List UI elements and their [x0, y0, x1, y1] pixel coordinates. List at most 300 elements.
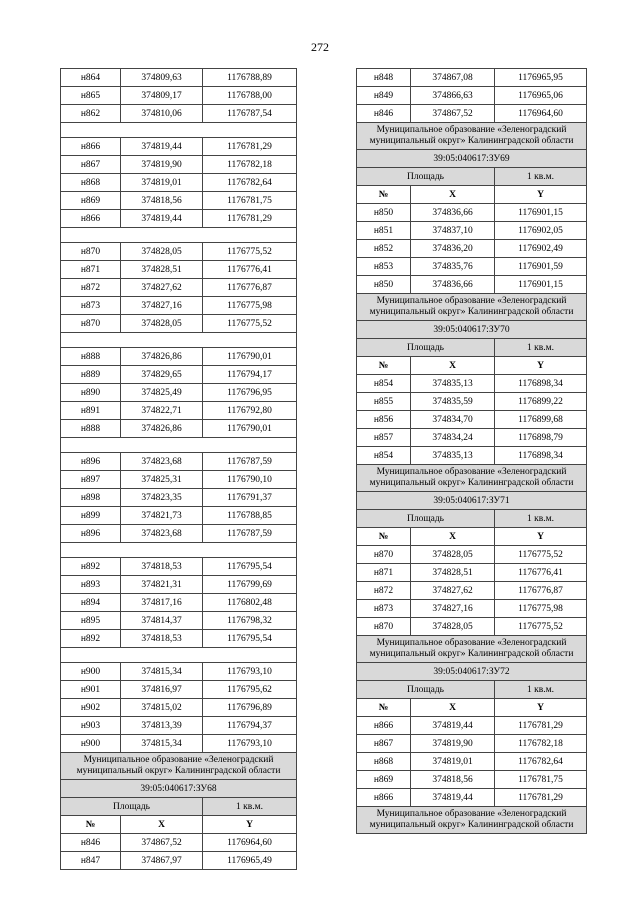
table-row	[61, 663, 297, 681]
table-row	[61, 243, 297, 261]
x-coordinate-cell: 374819,90	[411, 735, 495, 753]
point-id-cell: н895	[61, 612, 121, 630]
table-row	[61, 105, 297, 123]
x-coordinate-cell: 374867,97	[121, 852, 203, 870]
point-id-cell: н852	[357, 240, 411, 258]
table-row	[357, 69, 587, 87]
y-coordinate-cell: 1176791,37	[203, 489, 297, 507]
y-coordinate-cell: 1176790,01	[203, 420, 297, 438]
y-coordinate-cell: 1176798,32	[203, 612, 297, 630]
x-coordinate-cell: 374826,86	[121, 420, 203, 438]
x-coordinate-cell: 374810,06	[121, 105, 203, 123]
point-id-cell: н846	[61, 834, 121, 852]
y-coordinate-cell: 1176796,95	[203, 384, 297, 402]
table-row	[357, 375, 587, 393]
x-coordinate-cell: 374835,59	[411, 393, 495, 411]
point-id-cell: н871	[357, 564, 411, 582]
x-coordinate-cell: 374828,05	[121, 243, 203, 261]
cadastral-number: 39:05:040617:ЗУ68	[61, 780, 297, 798]
point-id-cell: н866	[61, 138, 121, 156]
municipality-title: Муниципальное образование «Зеленоградский муниципальный округ» Калининградской области	[61, 753, 297, 780]
point-id-cell: н846	[357, 105, 411, 123]
y-coordinate-cell: 1176965,95	[495, 69, 587, 87]
point-id-cell: н896	[61, 525, 121, 543]
x-coordinate-cell: 374829,65	[121, 366, 203, 384]
x-coordinate-cell: 374827,62	[411, 582, 495, 600]
point-id-cell: н893	[61, 576, 121, 594]
x-coordinate-cell: 374828,51	[121, 261, 203, 279]
y-coordinate-cell: 1176781,29	[203, 210, 297, 228]
y-coordinate-cell: 1176792,80	[203, 402, 297, 420]
municipality-title-row	[357, 807, 587, 834]
point-id-cell: н896	[61, 453, 121, 471]
area-label: Площадь	[61, 798, 203, 816]
table-row	[357, 600, 587, 618]
municipality-title-row	[357, 636, 587, 663]
cadastral-number: 39:05:040617:ЗУ70	[357, 321, 587, 339]
y-coordinate-cell: 1176788,00	[203, 87, 297, 105]
table-row	[61, 69, 297, 87]
table-row	[61, 156, 297, 174]
x-coordinate-cell: 374826,86	[121, 348, 203, 366]
table-row	[61, 717, 297, 735]
point-id-cell: н854	[357, 447, 411, 465]
separator-row	[61, 543, 297, 558]
point-id-cell: н901	[61, 681, 121, 699]
column-header-row	[357, 699, 587, 717]
point-id-cell: н857	[357, 429, 411, 447]
y-coordinate-cell: 1176776,41	[495, 564, 587, 582]
table-row	[61, 525, 297, 543]
point-id-cell: н851	[357, 222, 411, 240]
point-id-cell: н892	[61, 630, 121, 648]
column-header-row	[357, 357, 587, 375]
separator-cell	[61, 228, 297, 243]
table-row	[61, 366, 297, 384]
x-coordinate-cell: 374819,44	[121, 210, 203, 228]
y-coordinate-cell: 1176788,89	[203, 69, 297, 87]
y-coordinate-cell: 1176898,34	[495, 375, 587, 393]
x-coordinate-cell: 374827,16	[411, 600, 495, 618]
point-id-cell: н847	[61, 852, 121, 870]
x-coordinate-cell: 374836,66	[411, 204, 495, 222]
y-coordinate-cell: 1176965,06	[495, 87, 587, 105]
x-coordinate-cell: 374821,73	[121, 507, 203, 525]
table-row	[61, 681, 297, 699]
point-id-cell: н869	[61, 192, 121, 210]
column-header-x: X	[411, 528, 495, 546]
y-coordinate-cell: 1176790,10	[203, 471, 297, 489]
municipality-title: Муниципальное образование «Зеленоградский муниципальный округ» Калининградской области	[357, 465, 587, 492]
x-coordinate-cell: 374827,62	[121, 279, 203, 297]
x-coordinate-cell: 374836,66	[411, 276, 495, 294]
column-header-row	[357, 528, 587, 546]
column-header-row	[357, 186, 587, 204]
area-label: Площадь	[357, 510, 495, 528]
y-coordinate-cell: 1176782,18	[495, 735, 587, 753]
x-coordinate-cell: 374835,76	[411, 258, 495, 276]
municipality-title-row	[357, 123, 587, 150]
separator-row	[61, 438, 297, 453]
x-coordinate-cell: 374834,70	[411, 411, 495, 429]
table-row	[357, 240, 587, 258]
column-header-number: №	[357, 357, 411, 375]
point-id-cell: н854	[357, 375, 411, 393]
y-coordinate-cell: 1176899,68	[495, 411, 587, 429]
table-row	[61, 210, 297, 228]
table-row	[61, 699, 297, 717]
right-coordinates-table	[356, 68, 587, 834]
y-coordinate-cell: 1176799,69	[203, 576, 297, 594]
municipality-title: Муниципальное образование «Зеленоградский муниципальный округ» Калининградской области	[357, 294, 587, 321]
page-number: 272	[311, 40, 329, 54]
y-coordinate-cell: 1176964,60	[203, 834, 297, 852]
x-coordinate-cell: 374819,90	[121, 156, 203, 174]
y-coordinate-cell: 1176776,41	[203, 261, 297, 279]
table-row	[61, 834, 297, 852]
table-row	[357, 447, 587, 465]
y-coordinate-cell: 1176899,22	[495, 393, 587, 411]
y-coordinate-cell: 1176775,98	[495, 600, 587, 618]
separator-cell	[61, 648, 297, 663]
municipality-title: Муниципальное образование «Зеленоградский муниципальный округ» Калининградской области	[357, 807, 587, 834]
area-value: 1 кв.м.	[495, 681, 587, 699]
x-coordinate-cell: 374818,56	[411, 771, 495, 789]
x-coordinate-cell: 374815,34	[121, 663, 203, 681]
table-row	[357, 789, 587, 807]
municipality-title-row	[357, 294, 587, 321]
x-coordinate-cell: 374825,31	[121, 471, 203, 489]
table-row	[61, 594, 297, 612]
x-coordinate-cell: 374821,31	[121, 576, 203, 594]
column-header-row	[61, 816, 297, 834]
y-coordinate-cell: 1176787,54	[203, 105, 297, 123]
area-row	[357, 510, 587, 528]
table-row	[357, 546, 587, 564]
x-coordinate-cell: 374815,34	[121, 735, 203, 753]
separator-cell	[61, 333, 297, 348]
separator-row	[61, 228, 297, 243]
separator-row	[61, 333, 297, 348]
point-id-cell: н864	[61, 69, 121, 87]
column-header-y: Y	[203, 816, 297, 834]
x-coordinate-cell: 374813,39	[121, 717, 203, 735]
x-coordinate-cell: 374825,49	[121, 384, 203, 402]
point-id-cell: н853	[357, 258, 411, 276]
x-coordinate-cell: 374828,51	[411, 564, 495, 582]
x-coordinate-cell: 374823,68	[121, 525, 203, 543]
x-coordinate-cell: 374828,05	[121, 315, 203, 333]
x-coordinate-cell: 374818,53	[121, 558, 203, 576]
municipality-title-row	[61, 753, 297, 780]
cadastral-number-row	[357, 663, 587, 681]
y-coordinate-cell: 1176898,79	[495, 429, 587, 447]
y-coordinate-cell: 1176775,52	[495, 546, 587, 564]
y-coordinate-cell: 1176781,29	[495, 789, 587, 807]
column-header-y: Y	[495, 699, 587, 717]
table-row	[61, 735, 297, 753]
point-id-cell: н866	[61, 210, 121, 228]
point-id-cell: н870	[357, 546, 411, 564]
x-coordinate-cell: 374819,01	[411, 753, 495, 771]
table-row	[61, 315, 297, 333]
point-id-cell: н898	[61, 489, 121, 507]
area-row	[357, 168, 587, 186]
column-header-x: X	[411, 699, 495, 717]
y-coordinate-cell: 1176795,54	[203, 630, 297, 648]
x-coordinate-cell: 374823,35	[121, 489, 203, 507]
cadastral-number-row	[357, 321, 587, 339]
x-coordinate-cell: 374815,02	[121, 699, 203, 717]
cadastral-number: 39:05:040617:ЗУ71	[357, 492, 587, 510]
y-coordinate-cell: 1176781,75	[495, 771, 587, 789]
x-coordinate-cell: 374817,16	[121, 594, 203, 612]
y-coordinate-cell: 1176902,49	[495, 240, 587, 258]
column-header-y: Y	[495, 186, 587, 204]
point-id-cell: н890	[61, 384, 121, 402]
table-row	[61, 489, 297, 507]
cadastral-number-row	[357, 150, 587, 168]
point-id-cell: н850	[357, 204, 411, 222]
area-label: Площадь	[357, 681, 495, 699]
x-coordinate-cell: 374822,71	[121, 402, 203, 420]
table-row	[61, 138, 297, 156]
point-id-cell: н848	[357, 69, 411, 87]
area-label: Площадь	[357, 168, 495, 186]
table-row	[357, 105, 587, 123]
y-coordinate-cell: 1176793,10	[203, 735, 297, 753]
column-header-number: №	[357, 699, 411, 717]
point-id-cell: н869	[357, 771, 411, 789]
area-row	[357, 681, 587, 699]
table-row	[61, 174, 297, 192]
y-coordinate-cell: 1176898,34	[495, 447, 587, 465]
x-coordinate-cell: 374809,63	[121, 69, 203, 87]
y-coordinate-cell: 1176965,49	[203, 852, 297, 870]
x-coordinate-cell: 374823,68	[121, 453, 203, 471]
y-coordinate-cell: 1176964,60	[495, 105, 587, 123]
y-coordinate-cell: 1176788,85	[203, 507, 297, 525]
y-coordinate-cell: 1176787,59	[203, 525, 297, 543]
area-row	[357, 339, 587, 357]
table-row	[357, 87, 587, 105]
point-id-cell: н873	[61, 297, 121, 315]
table-row	[61, 558, 297, 576]
y-coordinate-cell: 1176782,64	[495, 753, 587, 771]
y-coordinate-cell: 1176781,75	[203, 192, 297, 210]
municipality-title: Муниципальное образование «Зеленоградский муниципальный округ» Калининградской области	[357, 636, 587, 663]
column-header-y: Y	[495, 357, 587, 375]
y-coordinate-cell: 1176795,54	[203, 558, 297, 576]
x-coordinate-cell: 374819,44	[411, 717, 495, 735]
x-coordinate-cell: 374867,52	[121, 834, 203, 852]
table-row	[61, 87, 297, 105]
table-row	[61, 420, 297, 438]
table-row	[357, 222, 587, 240]
point-id-cell: н902	[61, 699, 121, 717]
table-row	[61, 612, 297, 630]
x-coordinate-cell: 374836,20	[411, 240, 495, 258]
y-coordinate-cell: 1176776,87	[495, 582, 587, 600]
separator-row	[61, 123, 297, 138]
cadastral-number: 39:05:040617:ЗУ72	[357, 663, 587, 681]
point-id-cell: н865	[61, 87, 121, 105]
x-coordinate-cell: 374837,10	[411, 222, 495, 240]
table-row	[61, 471, 297, 489]
point-id-cell: н891	[61, 402, 121, 420]
x-coordinate-cell: 374819,01	[121, 174, 203, 192]
table-row	[357, 204, 587, 222]
table-row	[357, 735, 587, 753]
table-row	[357, 393, 587, 411]
y-coordinate-cell: 1176781,29	[495, 717, 587, 735]
table-row	[61, 348, 297, 366]
separator-row	[61, 648, 297, 663]
y-coordinate-cell: 1176901,15	[495, 204, 587, 222]
column-header-number: №	[357, 528, 411, 546]
point-id-cell: н870	[61, 243, 121, 261]
point-id-cell: н872	[357, 582, 411, 600]
table-row	[357, 564, 587, 582]
table-row	[357, 582, 587, 600]
x-coordinate-cell: 374818,53	[121, 630, 203, 648]
column-header-x: X	[411, 186, 495, 204]
x-coordinate-cell: 374828,05	[411, 618, 495, 636]
x-coordinate-cell: 374814,37	[121, 612, 203, 630]
x-coordinate-cell: 374835,13	[411, 447, 495, 465]
area-value: 1 кв.м.	[495, 339, 587, 357]
table-row	[357, 258, 587, 276]
x-coordinate-cell: 374835,13	[411, 375, 495, 393]
point-id-cell: н868	[357, 753, 411, 771]
point-id-cell: н900	[61, 735, 121, 753]
x-coordinate-cell: 374867,08	[411, 69, 495, 87]
point-id-cell: н850	[357, 276, 411, 294]
table-row	[61, 402, 297, 420]
area-row	[61, 798, 297, 816]
column-header-y: Y	[495, 528, 587, 546]
y-coordinate-cell: 1176795,62	[203, 681, 297, 699]
municipality-title: Муниципальное образование «Зеленоградский муниципальный округ» Калининградской области	[357, 123, 587, 150]
column-header-number: №	[61, 816, 121, 834]
table-row	[61, 507, 297, 525]
y-coordinate-cell: 1176794,37	[203, 717, 297, 735]
y-coordinate-cell: 1176776,87	[203, 279, 297, 297]
x-coordinate-cell: 374819,44	[411, 789, 495, 807]
y-coordinate-cell: 1176775,98	[203, 297, 297, 315]
y-coordinate-cell: 1176901,15	[495, 276, 587, 294]
point-id-cell: н871	[61, 261, 121, 279]
separator-cell	[61, 123, 297, 138]
point-id-cell: н866	[357, 717, 411, 735]
point-id-cell: н894	[61, 594, 121, 612]
cadastral-number-row	[357, 492, 587, 510]
table-row	[61, 453, 297, 471]
area-value: 1 кв.м.	[495, 168, 587, 186]
y-coordinate-cell: 1176790,01	[203, 348, 297, 366]
table-row	[357, 411, 587, 429]
y-coordinate-cell: 1176781,29	[203, 138, 297, 156]
y-coordinate-cell: 1176782,64	[203, 174, 297, 192]
x-coordinate-cell: 374867,52	[411, 105, 495, 123]
y-coordinate-cell: 1176775,52	[203, 243, 297, 261]
municipality-title-row	[357, 465, 587, 492]
column-header-x: X	[121, 816, 203, 834]
left-coordinates-table	[60, 68, 297, 870]
column-header-number: №	[357, 186, 411, 204]
table-row	[61, 630, 297, 648]
point-id-cell: н856	[357, 411, 411, 429]
table-row	[357, 771, 587, 789]
area-label: Площадь	[357, 339, 495, 357]
point-id-cell: н889	[61, 366, 121, 384]
x-coordinate-cell: 374827,16	[121, 297, 203, 315]
point-id-cell: н899	[61, 507, 121, 525]
y-coordinate-cell: 1176802,48	[203, 594, 297, 612]
cadastral-number-row	[61, 780, 297, 798]
y-coordinate-cell: 1176796,89	[203, 699, 297, 717]
y-coordinate-cell: 1176787,59	[203, 453, 297, 471]
table-row	[357, 429, 587, 447]
table-row	[61, 384, 297, 402]
y-coordinate-cell: 1176794,17	[203, 366, 297, 384]
area-value: 1 кв.м.	[203, 798, 297, 816]
point-id-cell: н870	[61, 315, 121, 333]
x-coordinate-cell: 374809,17	[121, 87, 203, 105]
x-coordinate-cell: 374818,56	[121, 192, 203, 210]
y-coordinate-cell: 1176775,52	[495, 618, 587, 636]
point-id-cell: н867	[61, 156, 121, 174]
x-coordinate-cell: 374816,97	[121, 681, 203, 699]
y-coordinate-cell: 1176902,05	[495, 222, 587, 240]
table-row	[357, 276, 587, 294]
table-row	[357, 717, 587, 735]
point-id-cell: н888	[61, 420, 121, 438]
point-id-cell: н888	[61, 348, 121, 366]
y-coordinate-cell: 1176775,52	[203, 315, 297, 333]
x-coordinate-cell: 374819,44	[121, 138, 203, 156]
separator-cell	[61, 438, 297, 453]
point-id-cell: н866	[357, 789, 411, 807]
table-row	[61, 852, 297, 870]
table-row	[61, 279, 297, 297]
point-id-cell: н855	[357, 393, 411, 411]
point-id-cell: н892	[61, 558, 121, 576]
x-coordinate-cell: 374866,63	[411, 87, 495, 105]
point-id-cell: н862	[61, 105, 121, 123]
point-id-cell: н867	[357, 735, 411, 753]
point-id-cell: н897	[61, 471, 121, 489]
area-value: 1 кв.м.	[495, 510, 587, 528]
table-row	[61, 297, 297, 315]
table-row	[357, 753, 587, 771]
y-coordinate-cell: 1176793,10	[203, 663, 297, 681]
x-coordinate-cell: 374828,05	[411, 546, 495, 564]
table-row	[61, 261, 297, 279]
cadastral-number: 39:05:040617:ЗУ69	[357, 150, 587, 168]
point-id-cell: н900	[61, 663, 121, 681]
y-coordinate-cell: 1176782,18	[203, 156, 297, 174]
point-id-cell: н873	[357, 600, 411, 618]
column-header-x: X	[411, 357, 495, 375]
point-id-cell: н849	[357, 87, 411, 105]
point-id-cell: н872	[61, 279, 121, 297]
separator-cell	[61, 543, 297, 558]
table-row	[357, 618, 587, 636]
x-coordinate-cell: 374834,24	[411, 429, 495, 447]
point-id-cell: н868	[61, 174, 121, 192]
y-coordinate-cell: 1176901,59	[495, 258, 587, 276]
